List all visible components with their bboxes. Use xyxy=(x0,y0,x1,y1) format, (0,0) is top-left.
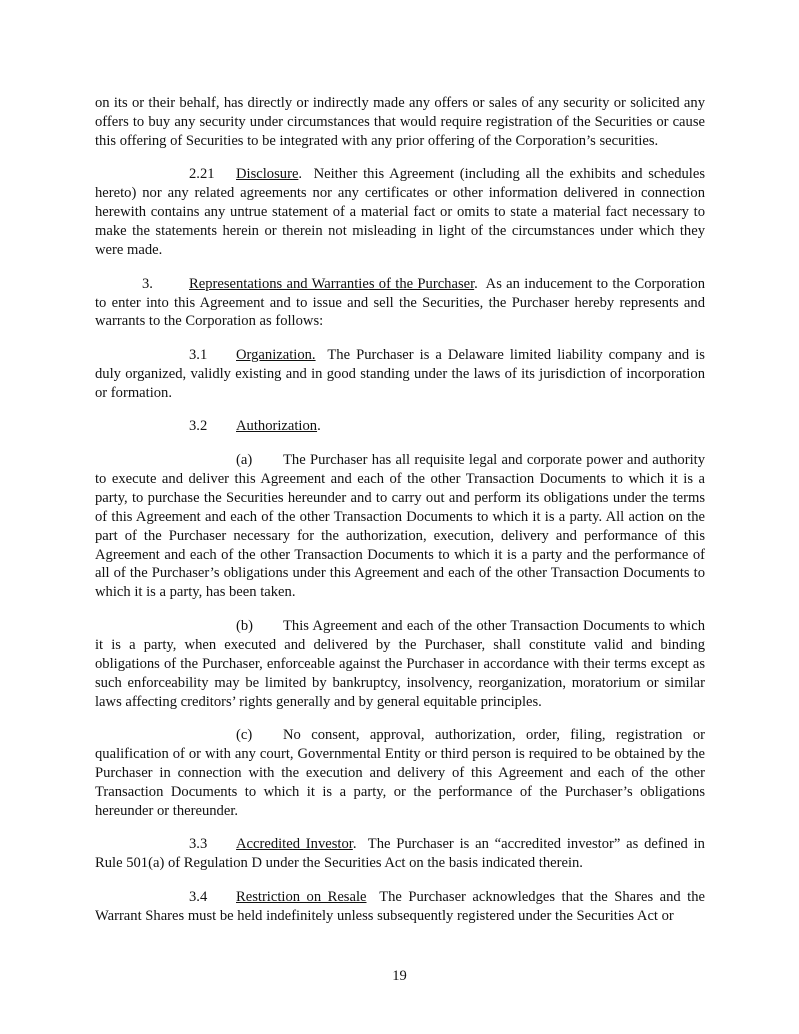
page-number: 19 xyxy=(392,968,407,984)
subsection-body: The Purchaser has all requisite legal and corporate power and authority to execute and deliver this Agreement and each of the other Transaction Documents to which it is a party, to purchase the Securities hereunder and to carry out and perform its obligations under the terms of this Agreement and each of the other Transaction Documents to which it is a party. All action on the part of the Purchaser necessary for the authorization, execution, delivery and performance of this Agreement and each of the other Transaction Documents to which it is a party and the performance of all of the Purchaser’s obligations under this Agreement and each of the other Transaction Documents to which it is a party, has been taken. xyxy=(95,452,705,601)
heading-period: . xyxy=(352,836,357,853)
section-2-21 xyxy=(95,165,709,260)
section-number: 3. xyxy=(142,275,153,292)
section-body: As an inducement to the Corporation to enter into this Agreement and to issue and sell the Securities, the Purchaser hereby represents and warrants to the Corporation as follows: xyxy=(95,275,709,330)
subsection-number: (b) xyxy=(236,617,254,634)
section-3 xyxy=(95,275,709,332)
section-heading: Accredited Investor xyxy=(236,836,353,853)
section-3-2 xyxy=(95,417,705,436)
section-3-4 xyxy=(95,888,709,926)
section-body: The Purchaser is an “accredited investor” as defined in Rule 501(a) of Regulation D under the Securities Act on the basis indicated therein. xyxy=(95,836,709,872)
heading-period: . xyxy=(474,275,478,292)
section-body: Neither this Agreement (including all the exhibits and schedules hereto) nor any related agreements nor any certificates or other information delivered in connection herewith contains any untrue statement of a material fact or omits to state a material fact necessary to make the statements herein or therein not misleading in light of the circumstances under which they were made. xyxy=(95,166,709,259)
section-heading: Disclosure xyxy=(236,166,299,183)
section-body: The Purchaser acknowledges that the Shares and the Warrant Shares must be held indefinitely unless subsequently registered under the Securities Act or xyxy=(95,888,709,924)
section-number: 3.1 xyxy=(189,347,208,364)
section-3-2-b xyxy=(95,617,705,712)
section-heading: Representations and Warranties of the Purchaser xyxy=(189,275,475,292)
heading-period: . xyxy=(317,418,321,435)
section-number: 2.21 xyxy=(189,166,215,183)
subsection-body: No consent, approval, authorization, order, filing, registration or qualification of or with any court, Governmental Entity or third person is required to be obtained by the Purchaser in connection with the execution and delivery of this Agreement and each of the other Transaction Documents to which it is a party, or the performance of the Purchaser’s obligations hereunder or thereunder. xyxy=(95,727,705,819)
section-number: 3.4 xyxy=(189,888,208,905)
document-page xyxy=(95,94,709,940)
heading-period: . xyxy=(298,166,303,183)
section-3-2-c xyxy=(95,726,705,821)
section-heading: Organization. xyxy=(236,347,316,364)
subsection-number: (a) xyxy=(236,452,253,469)
section-body: The Purchaser is a Delaware limited liability company and is duly organized, validly existing and in good standing under the laws of its jurisdiction of incorporation or formation. xyxy=(95,347,709,401)
section-number: 3.2 xyxy=(189,418,208,435)
section-3-3 xyxy=(95,835,709,873)
section-heading: Restriction on Resale xyxy=(236,888,367,905)
section-3-1 xyxy=(95,346,709,403)
paragraph-continuation: on its or their behalf, has directly or indirectly made any offers or sales of any security or solicited any offers to buy any security under circumstances that would require registration of the Securities or cause this offering of Securities to be integrated with any prior offering of the Corporation’s securities. xyxy=(95,95,705,149)
subsection-body: This Agreement and each of the other Transaction Documents to which it is a party, when executed and delivered by the Purchaser, shall constitute valid and binding obligations of the Purchaser, enforceable against the Purchaser in accordance with their terms except as such enforceability may be limited by bankruptcy, insolvency, reorganization, moratorium or similar laws affecting creditors’ rights generally and by general equitable principles. xyxy=(95,617,705,710)
section-3-2-a xyxy=(95,451,705,602)
subsection-number: (c) xyxy=(236,727,253,744)
section-number: 3.3 xyxy=(189,836,208,853)
section-heading: Authorization xyxy=(236,418,318,435)
